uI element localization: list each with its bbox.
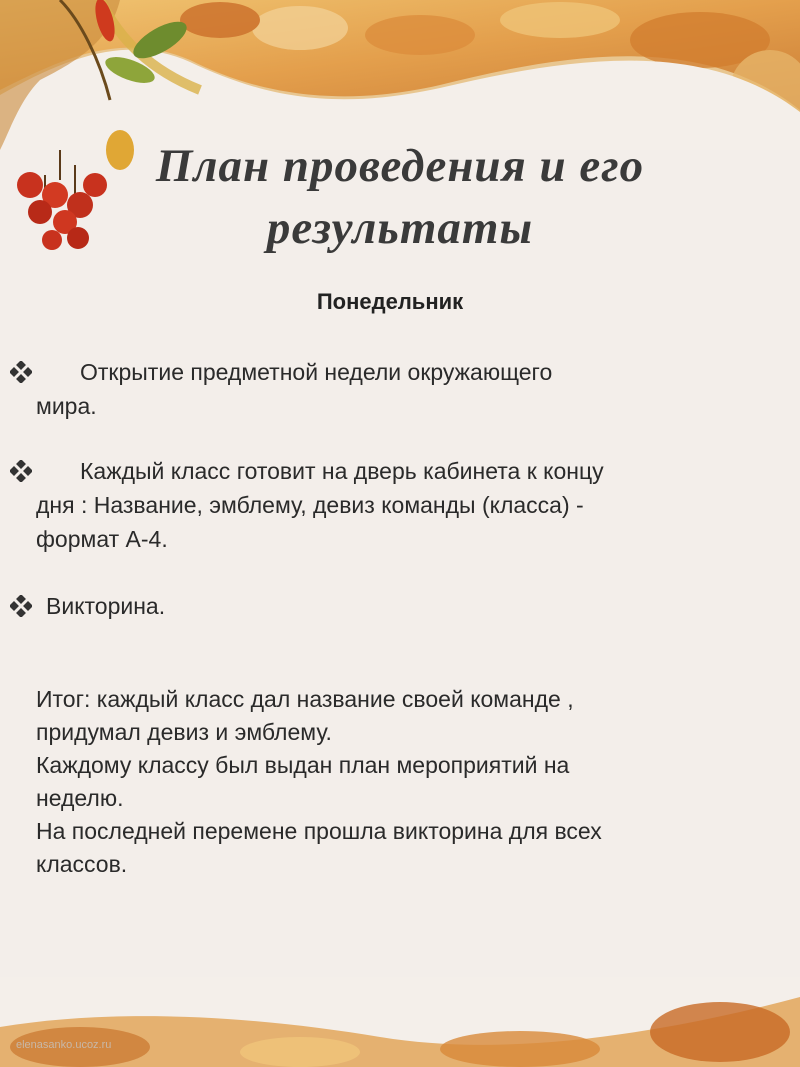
bullet-text-line: мира. (36, 393, 97, 419)
result-line: Каждому классу был выдан план мероприятий на (36, 752, 570, 778)
source-watermark: elenasanko.ucoz.ru (16, 1039, 112, 1051)
result-line: придумал девиз и эмблему. (36, 719, 332, 745)
bullet-item (10, 454, 760, 556)
slide-title (100, 135, 700, 259)
result-line: Итог: каждый класс дал название своей команде , (36, 686, 574, 712)
bullet-text-line: формат А-4. (36, 526, 168, 552)
bullet-text-line: дня : Название, эмблему, девиз команды (класса) - (36, 492, 584, 518)
diamond-bullet-icon (10, 361, 38, 383)
bullet-item (10, 355, 760, 423)
result-line: На последней перемене прошла викторина для всех (36, 818, 602, 844)
slide-title-line-2: результаты (266, 202, 534, 254)
bullet-text-line: Открытие предметной недели окружающего (80, 359, 553, 385)
diamond-bullet-icon (10, 595, 38, 617)
bullet-text-line: Викторина. (46, 593, 166, 619)
bullet-item (10, 589, 760, 623)
day-heading: Понедельник (316, 289, 464, 314)
result-line: неделю. (36, 785, 124, 811)
autumn-leaves-bottom-border (0, 977, 800, 1067)
diamond-bullet-icon (10, 460, 38, 482)
slide-title-line-1: План проведения и его (155, 140, 645, 192)
result-paragraph (36, 683, 776, 881)
result-line: классов. (36, 851, 128, 877)
bullet-text-line: Каждый класс готовит на дверь кабинета к концу (80, 458, 604, 484)
